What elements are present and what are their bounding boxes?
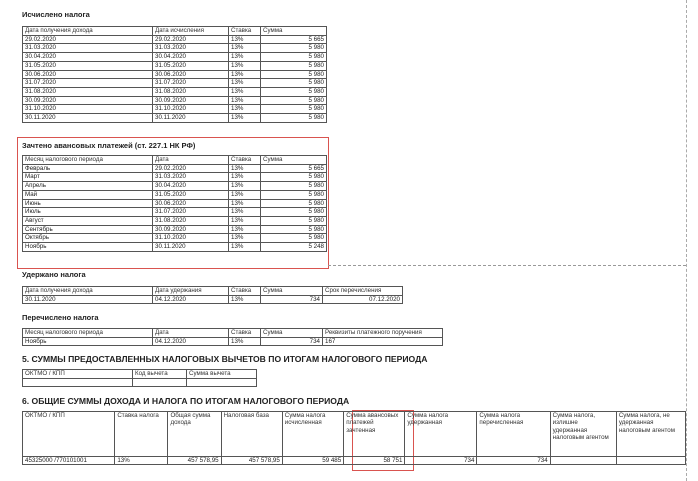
table-advance-payments xyxy=(22,155,327,252)
table-cell: 5 248 xyxy=(261,243,327,252)
column-header: Сумма налога перечисленная xyxy=(477,412,550,457)
column-header: Дата исчисления xyxy=(153,27,229,36)
table-cell: 457 578,95 xyxy=(221,457,282,465)
column-header: Ставка налога xyxy=(115,412,168,457)
column-header: Ставка xyxy=(229,156,261,165)
header-row xyxy=(23,156,327,165)
table-row xyxy=(23,457,686,465)
header-row xyxy=(23,27,327,36)
table-cell: 13% xyxy=(115,457,168,465)
table-cell: 29.02.2020 xyxy=(153,164,229,173)
table-cell: 13% xyxy=(229,243,261,252)
table-row xyxy=(23,234,327,243)
table-row xyxy=(23,243,327,252)
column-header: Сумма авансовых платежей зачтенная xyxy=(344,412,405,457)
table-cell: 5 980 xyxy=(261,208,327,217)
table-row xyxy=(23,164,327,173)
column-header: Сумма налога, не удержанная налоговым агентом xyxy=(616,412,685,457)
table-cell: 58 751 xyxy=(344,457,405,465)
column-header: Налоговая база xyxy=(221,412,282,457)
table-cell: 30.11.2020 xyxy=(153,114,229,123)
table-cell: 30.04.2020 xyxy=(153,53,229,62)
column-header: Сумма xyxy=(261,27,327,36)
table-cell: 31.03.2020 xyxy=(23,44,153,53)
table-row xyxy=(23,79,327,88)
table-cell: Сентябрь xyxy=(23,225,153,234)
table-cell: 457 578,95 xyxy=(168,457,221,465)
table-cell: 13% xyxy=(229,295,261,304)
column-header: Ставка xyxy=(229,27,261,36)
table-deductions xyxy=(22,369,257,387)
table-cell: Октябрь xyxy=(23,234,153,243)
table-cell: 13% xyxy=(229,173,261,182)
table-withheld-tax xyxy=(22,286,403,304)
column-header: Сумма налога удержанная xyxy=(405,412,477,457)
table-cell: 734 xyxy=(261,295,323,304)
table-transferred-tax xyxy=(22,328,443,346)
table-cell: 13% xyxy=(229,234,261,243)
table-cell: 13% xyxy=(229,79,261,88)
table-cell: 04.12.2020 xyxy=(153,337,229,346)
table-row xyxy=(23,35,327,44)
table-totals xyxy=(22,411,686,465)
table-cell: 13% xyxy=(229,105,261,114)
table-row xyxy=(23,225,327,234)
table-cell: 5 980 xyxy=(261,53,327,62)
table-row xyxy=(23,173,327,182)
table-row xyxy=(23,295,403,304)
table-cell xyxy=(187,378,257,387)
table-cell: 30.11.2020 xyxy=(153,243,229,252)
table-cell: 13% xyxy=(229,164,261,173)
table-cell: 13% xyxy=(229,35,261,44)
table-cell: 5 980 xyxy=(261,105,327,114)
section-title-withheld: Удержано налога xyxy=(22,270,86,279)
table-cell: 31.05.2020 xyxy=(153,61,229,70)
table-cell: 13% xyxy=(229,44,261,53)
column-header: Код вычета xyxy=(133,370,187,379)
table-cell: 13% xyxy=(229,61,261,70)
column-header: Сумма вычета xyxy=(187,370,257,379)
table-cell: 13% xyxy=(229,182,261,191)
table-row xyxy=(23,61,327,70)
table-cell: 5 980 xyxy=(261,234,327,243)
table-cell: 5 980 xyxy=(261,96,327,105)
table-cell: 13% xyxy=(229,337,261,346)
table-row xyxy=(23,105,327,114)
column-header: Сумма xyxy=(261,156,327,165)
table-cell: 5 980 xyxy=(261,216,327,225)
table-cell: 31.03.2020 xyxy=(153,173,229,182)
table-cell: 13% xyxy=(229,199,261,208)
table-cell: 29.02.2020 xyxy=(153,35,229,44)
table-cell: 5 980 xyxy=(261,225,327,234)
document-page xyxy=(14,0,687,481)
table-row xyxy=(23,199,327,208)
column-header: Дата удержания xyxy=(153,287,229,296)
table-cell: 07.12.2020 xyxy=(323,295,403,304)
table-cell: 30.06.2020 xyxy=(23,70,153,79)
table-cell: 31.08.2020 xyxy=(23,87,153,96)
section-title-deductions: 5. СУММЫ ПРЕДОСТАВЛЕННЫХ НАЛОГОВЫХ ВЫЧЕТОВ ПО ИТОГАМ НАЛОГОВОГО ПЕРИОДА xyxy=(22,354,428,364)
column-header: ОКТМО / КПП xyxy=(23,370,133,379)
table-cell: 45325000 /770101001 xyxy=(23,457,115,465)
table-cell: 167 xyxy=(323,337,443,346)
table-row xyxy=(23,216,327,225)
table-cell: 5 980 xyxy=(261,199,327,208)
table-cell: Июнь xyxy=(23,199,153,208)
table-cell: 29.02.2020 xyxy=(23,35,153,44)
table-cell: Ноябрь xyxy=(23,337,153,346)
column-header: Дата получения дохода xyxy=(23,27,153,36)
column-header: Сумма налога исчисленная xyxy=(282,412,343,457)
table-cell: 13% xyxy=(229,87,261,96)
table-cell: 5 980 xyxy=(261,61,327,70)
column-header: Дата xyxy=(153,156,229,165)
table-cell: 5 980 xyxy=(261,190,327,199)
table-cell: 31.07.2020 xyxy=(153,79,229,88)
table-cell: 5 980 xyxy=(261,44,327,53)
table-calculated-tax xyxy=(22,26,327,123)
table-cell: 31.07.2020 xyxy=(153,208,229,217)
table-cell: 5 665 xyxy=(261,164,327,173)
column-header: Месяц налогового периода xyxy=(23,156,153,165)
table-cell: 31.10.2020 xyxy=(153,105,229,114)
table-cell: 13% xyxy=(229,70,261,79)
header-row xyxy=(23,412,686,457)
table-cell xyxy=(550,457,616,465)
table-cell: 30.11.2020 xyxy=(23,114,153,123)
table-cell: 04.12.2020 xyxy=(153,295,229,304)
table-cell xyxy=(133,378,187,387)
header-row xyxy=(23,329,443,338)
table-row xyxy=(23,182,327,191)
header-row xyxy=(23,287,403,296)
table-row xyxy=(23,190,327,199)
table-cell: 31.05.2020 xyxy=(153,190,229,199)
column-header: ОКТМО / КПП xyxy=(23,412,115,457)
table-cell: 13% xyxy=(229,208,261,217)
table-cell: 30.11.2020 xyxy=(23,295,153,304)
table-cell: 734 xyxy=(477,457,550,465)
column-header: Реквизиты платежного поручения xyxy=(323,329,443,338)
table-cell: 31.10.2020 xyxy=(153,234,229,243)
column-header: Дата xyxy=(153,329,229,338)
table-cell: Май xyxy=(23,190,153,199)
table-row xyxy=(23,337,443,346)
table-cell: 13% xyxy=(229,216,261,225)
header-row xyxy=(23,370,257,379)
column-header: Сумма xyxy=(261,329,323,338)
section-title-transferred: Перечислено налога xyxy=(22,313,99,322)
table-cell: 31.08.2020 xyxy=(153,216,229,225)
table-cell: 30.06.2020 xyxy=(153,70,229,79)
table-cell xyxy=(616,457,685,465)
table-cell: 30.04.2020 xyxy=(153,182,229,191)
table-cell: 5 980 xyxy=(261,79,327,88)
table-cell: Июль xyxy=(23,208,153,217)
table-cell: 13% xyxy=(229,96,261,105)
table-cell: 31.03.2020 xyxy=(153,44,229,53)
table-cell: 30.06.2020 xyxy=(153,199,229,208)
table-cell: 13% xyxy=(229,53,261,62)
table-row xyxy=(23,70,327,79)
table-row xyxy=(23,96,327,105)
table-cell: 734 xyxy=(261,337,323,346)
table-row xyxy=(23,44,327,53)
section-title-advance: Зачтено авансовых платежей (ст. 227.1 НК РФ) xyxy=(22,141,196,150)
table-cell: 31.10.2020 xyxy=(23,105,153,114)
table-cell: 5 980 xyxy=(261,87,327,96)
table-cell: 13% xyxy=(229,114,261,123)
table-cell: 30.09.2020 xyxy=(153,225,229,234)
table-row xyxy=(23,114,327,123)
table-row xyxy=(23,53,327,62)
table-row xyxy=(23,87,327,96)
table-cell: Ноябрь xyxy=(23,243,153,252)
table-cell: 30.09.2020 xyxy=(23,96,153,105)
table-cell: 5 980 xyxy=(261,70,327,79)
section-title-totals: 6. ОБЩИЕ СУММЫ ДОХОДА И НАЛОГА ПО ИТОГАМ НАЛОГОВОГО ПЕРИОДА xyxy=(22,396,350,406)
table-cell: 59 485 xyxy=(282,457,343,465)
table-cell: 31.05.2020 xyxy=(23,61,153,70)
table-row xyxy=(23,208,327,217)
table-cell: 31.08.2020 xyxy=(153,87,229,96)
column-header: Сумма xyxy=(261,287,323,296)
table-cell: Август xyxy=(23,216,153,225)
table-cell: 5 980 xyxy=(261,114,327,123)
table-cell: 5 980 xyxy=(261,182,327,191)
table-cell: 13% xyxy=(229,190,261,199)
column-header: Срок перечисления xyxy=(323,287,403,296)
table-cell: 5 980 xyxy=(261,173,327,182)
column-header: Ставка xyxy=(229,329,261,338)
column-header: Общая сумма дохода xyxy=(168,412,221,457)
empty-row xyxy=(23,378,257,387)
table-cell: 5 665 xyxy=(261,35,327,44)
column-header: Сумма налога, излишне удержанная налоговым агентом xyxy=(550,412,616,457)
table-cell: 734 xyxy=(405,457,477,465)
table-cell: 30.04.2020 xyxy=(23,53,153,62)
page-break-line xyxy=(328,265,686,266)
column-header: Дата получения дохода xyxy=(23,287,153,296)
column-header: Месяц налогового периода xyxy=(23,329,153,338)
table-cell: 13% xyxy=(229,225,261,234)
table-cell xyxy=(23,378,133,387)
table-cell: Март xyxy=(23,173,153,182)
table-cell: 31.07.2020 xyxy=(23,79,153,88)
table-cell: Февраль xyxy=(23,164,153,173)
section-title-calculated: Исчислено налога xyxy=(22,10,90,19)
column-header: Ставка xyxy=(229,287,261,296)
table-cell: 30.09.2020 xyxy=(153,96,229,105)
table-cell: Апрель xyxy=(23,182,153,191)
